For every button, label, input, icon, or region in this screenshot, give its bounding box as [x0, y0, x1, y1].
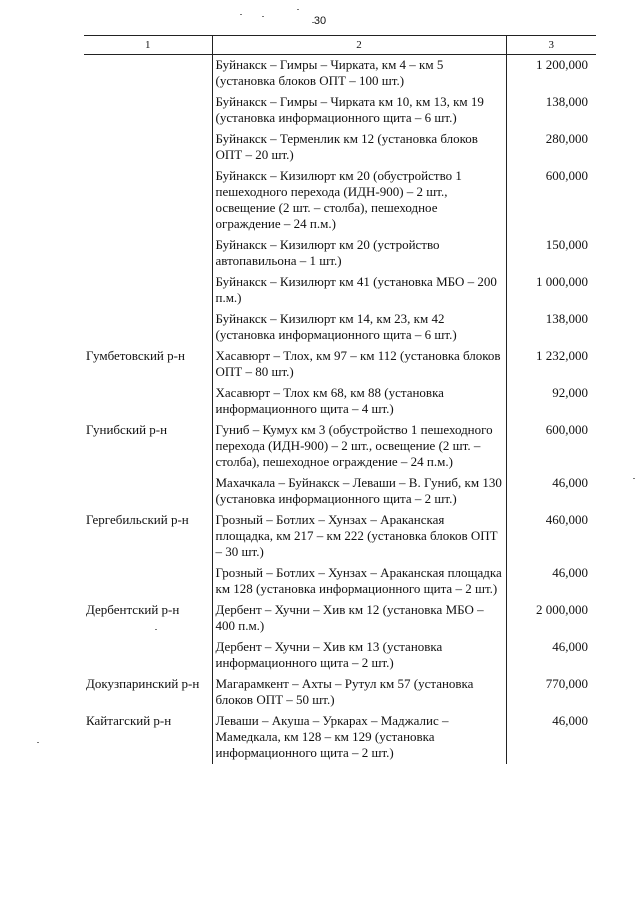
amount-cell: 1 232,000 [506, 346, 596, 383]
column-header-3: 3 [506, 36, 596, 55]
work-description-cell: Хасавюрт – Тлох, км 97 – км 112 (установка блоков ОПТ – 80 шт.) [212, 346, 506, 383]
work-description-cell: Буйнакск – Кизилюрт км 14, км 23, км 42 (установка информационного щита – 6 шт.) [212, 309, 506, 346]
work-description-cell: Леваши – Акуша – Уркарах – Маджалис – Мамедкала, км 128 – км 129 (установка информационного щита – 2 шт.) [212, 711, 506, 764]
amount-cell: 2 000,000 [506, 600, 596, 637]
table-row [84, 272, 596, 309]
district-cell: Дербентский р-н [86, 602, 180, 617]
work-description-cell: Гуниб – Кумух км 3 (обустройство 1 пешеходного перехода (ИДН-900) – 2 шт., освещение (2 шт. – столба), пешеходное ограждение – 24 п.м.) [212, 420, 506, 473]
table-row [84, 473, 596, 510]
district-cell: Докузпаринский р-н [86, 676, 200, 691]
work-description-cell: Хасавюрт – Тлох км 68, км 88 (установка информационного щита – 4 шт.) [212, 383, 506, 420]
table-header-row [84, 36, 596, 55]
work-description-cell: Дербент – Хучни – Хив км 13 (установка информационного щита – 2 шт.) [212, 637, 506, 674]
table-row [84, 420, 596, 473]
table-row [84, 563, 596, 600]
table-row [84, 309, 596, 346]
amount-cell: 46,000 [506, 637, 596, 674]
table-row [84, 235, 596, 272]
table-row [84, 346, 596, 383]
table-row [84, 674, 596, 711]
district-cell: Гумбетовский р-н [86, 348, 185, 363]
page-number: 30 [313, 15, 327, 27]
amount-cell: 150,000 [506, 235, 596, 272]
amount-cell: 1 200,000 [506, 55, 596, 93]
work-description-cell: Буйнакск – Гимры – Чиркатa, км 4 – км 5 (установка блоков ОПТ – 100 шт.) [212, 55, 506, 93]
scan-speck [240, 14, 242, 15]
amount-cell: 46,000 [506, 473, 596, 510]
work-description-cell: Буйнакск – Кизилюрт км 41 (установка МБО – 200 п.м.) [212, 272, 506, 309]
table-row [84, 600, 596, 637]
amount-cell: 46,000 [506, 563, 596, 600]
amount-cell: 460,000 [506, 510, 596, 563]
column-header-2: 2 [212, 36, 506, 55]
amount-cell: 92,000 [506, 383, 596, 420]
district-cell [84, 563, 212, 600]
amount-cell: 138,000 [506, 309, 596, 346]
work-description-cell: Магарамкент – Ахты – Рутул км 57 (установка блоков ОПТ – 50 шт.) [212, 674, 506, 711]
column-header-1: 1 [84, 36, 212, 55]
district-cell [84, 272, 212, 309]
scan-speck [312, 22, 314, 23]
table-row [84, 166, 596, 235]
work-description-cell: Буйнакск – Кизилюрт км 20 (устройство автопавильона – 1 шт.) [212, 235, 506, 272]
table-row [84, 383, 596, 420]
district-cell [84, 383, 212, 420]
table-row [84, 55, 596, 93]
table-row [84, 637, 596, 674]
work-description-cell: Махачкала – Буйнакск – Леваши – В. Гуниб, км 130 (установка информационного щита – 2 шт.) [212, 473, 506, 510]
district-cell [84, 166, 212, 235]
amount-cell: 138,000 [506, 92, 596, 129]
district-cell [84, 473, 212, 510]
amount-cell: 280,000 [506, 129, 596, 166]
scan-speck [633, 478, 635, 479]
work-description-cell: Буйнакск – Кизилюрт км 20 (обустройство 1 пешеходного перехода (ИДН-900) – 2 шт., освещение (2 шт. – столба), пешеходное ограждение – 24 п.м.) [212, 166, 506, 235]
district-cell: Гергебильский р-н [86, 512, 189, 527]
scan-speck [297, 9, 299, 10]
work-description-cell: Буйнакск – Гимры – Чиркатa км 10, км 13, км 19 (установка информационного щита – 6 шт.) [212, 92, 506, 129]
district-cell [84, 637, 212, 674]
amount-cell: 770,000 [506, 674, 596, 711]
district-cell [84, 235, 212, 272]
amount-cell: 1 000,000 [506, 272, 596, 309]
district-cell: Гунибский р-н [86, 422, 168, 437]
amount-cell: 600,000 [506, 420, 596, 473]
scan-speck [262, 16, 264, 17]
work-description-cell: Грозный – Ботлих – Хунзах – Араканская площадка км 128 (установка информационного щита – 2 шт.) [212, 563, 506, 600]
table-row [84, 510, 596, 563]
allocation-table [84, 35, 596, 764]
district-cell [84, 55, 212, 93]
table-row [84, 92, 596, 129]
amount-cell: 46,000 [506, 711, 596, 764]
work-description-cell: Буйнакск – Терменлик км 12 (установка блоков ОПТ – 20 шт.) [212, 129, 506, 166]
amount-cell: 600,000 [506, 166, 596, 235]
scan-speck [37, 742, 39, 743]
table-row [84, 129, 596, 166]
district-cell: Кайтагский р-н [86, 713, 172, 728]
district-cell [84, 309, 212, 346]
district-cell [84, 92, 212, 129]
table-row [84, 711, 596, 764]
work-description-cell: Дербент – Хучни – Хив км 12 (установка МБО – 400 п.м.) [212, 600, 506, 637]
work-description-cell: Грозный – Ботлих – Хунзах – Араканская площадка, км 217 – км 222 (установка блоков ОПТ – 30 шт.) [212, 510, 506, 563]
district-cell [84, 129, 212, 166]
